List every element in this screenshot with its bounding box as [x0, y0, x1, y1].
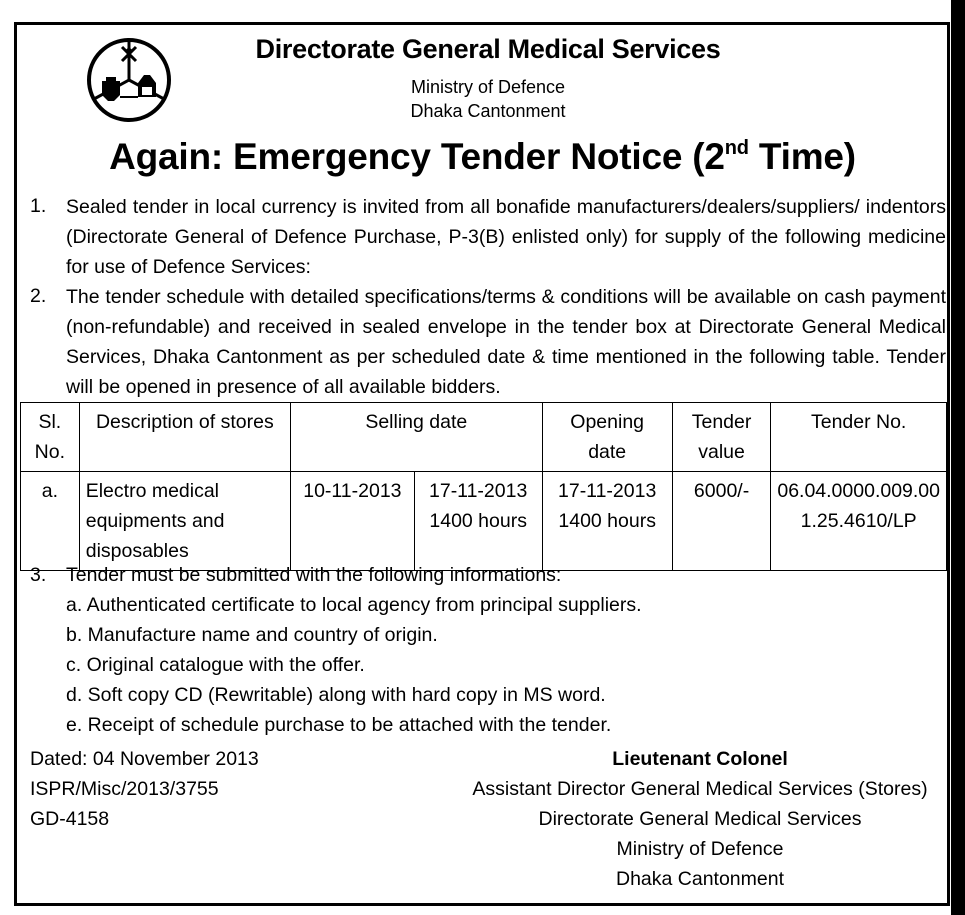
cell-sl: a. — [21, 472, 80, 571]
col-selling-header: Selling date — [290, 403, 542, 472]
cell-opening: 17-11-2013 1400 hours — [542, 472, 672, 571]
armed-forces-medical-emblem-icon — [86, 37, 172, 123]
requirements-intro: 3. Tender must be submitted with the following informations: — [30, 564, 562, 586]
col-desc-header: Description of stores — [79, 403, 290, 472]
paragraph-number: 2. — [30, 285, 47, 307]
col-opening-header: Opening date — [542, 403, 672, 472]
notice-title: Again: Emergency Tender Notice (2nd Time) — [109, 136, 856, 177]
signatory-location: Dhaka Cantonment — [615, 868, 785, 890]
location-line: Dhaka Cantonment — [410, 101, 566, 121]
paragraph-1: Sealed tender in local currency is invited from all bonafide manufacturers/dealers/suppliers/ indentors (Directorate General of Defence Purchase, P-3(B) enlisted only) for supply of the following medicine for use of Defence Services: — [66, 196, 946, 278]
org-title: Directorate General Medical Services — [255, 34, 721, 64]
table-row — [21, 472, 947, 571]
cell-sell-to: 17-11-2013 1400 hours — [414, 472, 542, 571]
signatory-ministry: Ministry of Defence — [616, 838, 784, 860]
cell-desc: Electro medical equipments and disposables — [79, 472, 290, 571]
col-value-header: Tender value — [672, 403, 771, 472]
gd-reference: GD-4158 — [30, 808, 110, 830]
cell-tender-no: 06.04.0000.009.00 1.25.4610/LP — [771, 472, 947, 571]
ispr-reference: ISPR/Misc/2013/3755 — [30, 778, 219, 800]
col-number-header: Tender No. — [771, 403, 947, 472]
table-header-row — [21, 403, 947, 472]
list-item: c. Original catalogue with the offer. — [66, 654, 365, 676]
paragraph-2: The tender schedule with detailed specifications/terms & conditions will be available on cash payment (non-refundable) and received in sealed envelope in the tender box at Directorate General Medical Services, Dhaka Cantonment as per scheduled date & time mentioned in the following table. Tender will be opened in presence of all available bidders. — [66, 286, 946, 398]
list-item: e. Receipt of schedule purchase to be attached with the tender. — [66, 714, 612, 736]
signatory-office: Directorate General Medical Services — [538, 808, 862, 830]
list-item: a. Authenticated certificate to local agency from principal suppliers. — [66, 594, 642, 616]
tender-table — [20, 402, 947, 571]
col-sl-header: Sl. No. — [21, 403, 80, 472]
cell-value: 6000/- — [672, 472, 771, 571]
list-item: b. Manufacture name and country of origin. — [66, 624, 438, 646]
list-item: d. Soft copy CD (Rewritable) along with hard copy in MS word. — [66, 684, 606, 706]
paragraph-number: 1. — [30, 195, 47, 217]
ministry-line: Ministry of Defence — [410, 77, 566, 97]
signatory-designation: Assistant Director General Medical Services (Stores) — [472, 778, 928, 800]
signatory-rank: Lieutenant Colonel — [612, 748, 788, 770]
dated-line: Dated: 04 November 2013 — [30, 748, 259, 770]
cell-sell-from: 10-11-2013 — [290, 472, 414, 571]
